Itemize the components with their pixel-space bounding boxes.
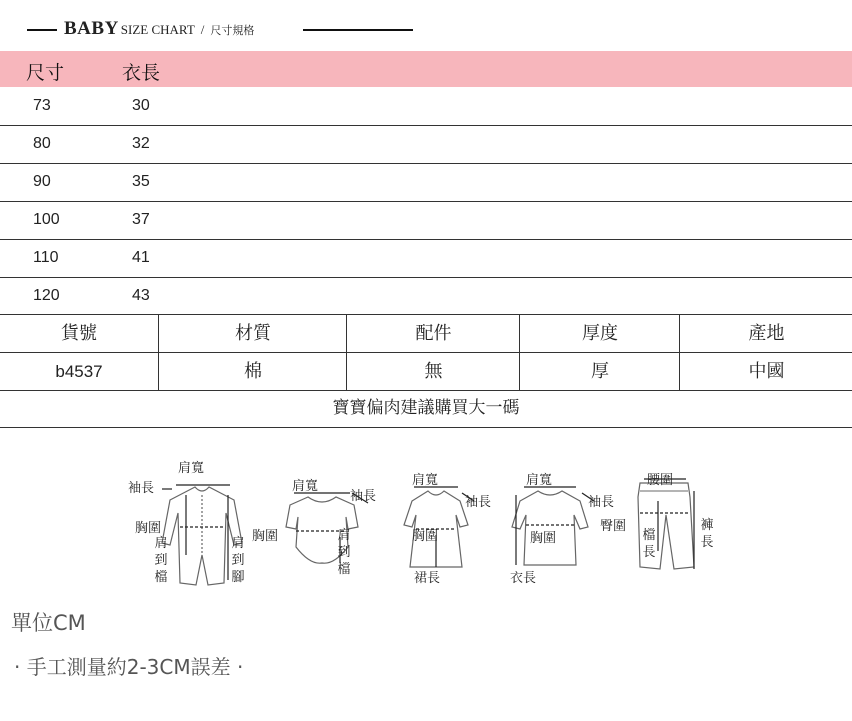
chart-header xyxy=(0,18,852,42)
bodysuit-shoulder-crotch-label: 肩到檔 xyxy=(337,528,351,577)
size-cell: 100 xyxy=(33,211,60,228)
length-cell: 30 xyxy=(132,97,150,114)
unit-note: 單位CM xyxy=(11,611,86,635)
length-cell: 32 xyxy=(132,135,150,152)
romper-shoulder-crotch-label: 肩到檔 xyxy=(154,536,168,585)
spec-value-thickness: 厚 xyxy=(519,353,680,390)
size-cell: 73 xyxy=(33,97,51,114)
spec-table xyxy=(0,314,852,391)
header-rule-right xyxy=(303,29,413,31)
romper-sleeve-label: 袖長 xyxy=(128,481,155,496)
spec-header-material: 材質 xyxy=(158,315,347,352)
pants-waist-label: 腰圍 xyxy=(647,473,674,488)
dress-sleeve-label: 袖長 xyxy=(465,495,492,510)
bodysuit-sleeve-label: 袖長 xyxy=(350,489,377,504)
spec-value-row xyxy=(0,353,852,391)
header-separator: / xyxy=(200,22,205,37)
dress-chest-label: 胸圍 xyxy=(412,529,439,544)
dress-skirt-label: 裙長 xyxy=(414,571,441,586)
bodysuit-chest-label: 胸圍 xyxy=(252,529,279,544)
spec-header-thickness: 厚度 xyxy=(519,315,680,352)
pants-length-label: 褲長 xyxy=(700,518,714,550)
size-table-header xyxy=(0,51,852,87)
size-row xyxy=(0,87,852,126)
romper-shoulder-foot-label: 肩到腳 xyxy=(231,536,245,585)
pants-hip-label: 臀圍 xyxy=(600,519,627,534)
romper-shoulder-label: 肩寬 xyxy=(178,461,205,476)
size-cell: 90 xyxy=(33,173,51,190)
length-cell: 35 xyxy=(132,173,150,190)
header-baby: BABY xyxy=(64,18,119,39)
size-row xyxy=(0,239,852,278)
spec-value-accessories: 無 xyxy=(346,353,520,390)
measurement-error-note: · 手工測量約2-3CM誤差 · xyxy=(14,655,244,679)
spec-header-origin: 產地 xyxy=(679,315,852,352)
size-row xyxy=(0,163,852,202)
top-chest-label: 胸圍 xyxy=(530,531,557,546)
size-cell: 110 xyxy=(33,249,59,266)
header-chinese: 尺寸規格 xyxy=(210,24,255,37)
bodysuit-shoulder-label: 肩寬 xyxy=(292,479,319,494)
top-shoulder-label: 肩寬 xyxy=(526,473,553,488)
size-row xyxy=(0,201,852,240)
size-row xyxy=(0,125,852,164)
size-advice-notice: 寶寶偏肉建議購買大一碼 xyxy=(0,390,852,428)
header-size-chart: SIZE CHART xyxy=(120,22,195,37)
size-row xyxy=(0,277,852,315)
top-length-label: 衣長 xyxy=(510,571,537,586)
spec-header-accessories: 配件 xyxy=(346,315,520,352)
length-cell: 41 xyxy=(132,249,150,266)
length-cell: 37 xyxy=(132,211,150,228)
header-title xyxy=(64,18,254,40)
dress-shoulder-label: 肩寬 xyxy=(412,473,439,488)
spec-value-material: 棉 xyxy=(158,353,347,390)
top-sleeve-label: 袖長 xyxy=(588,495,615,510)
romper-illustration xyxy=(162,485,242,585)
spec-value-origin: 中國 xyxy=(679,353,852,390)
header-rule-left xyxy=(27,29,57,31)
measurement-diagram xyxy=(110,455,730,600)
size-column-header: 尺寸 xyxy=(26,62,65,84)
size-cell: 120 xyxy=(33,287,60,304)
spec-header-item-no: 貨號 xyxy=(61,323,97,344)
spec-value-item-no: b4537 xyxy=(55,362,103,381)
length-column-header: 衣長 xyxy=(122,62,161,84)
spec-header-row xyxy=(0,314,852,353)
size-cell: 80 xyxy=(33,135,51,152)
length-cell: 43 xyxy=(132,287,150,304)
pants-crotch-label: 檔長 xyxy=(642,528,656,560)
top-illustration xyxy=(512,487,594,565)
romper-chest-label: 胸圍 xyxy=(135,521,162,536)
